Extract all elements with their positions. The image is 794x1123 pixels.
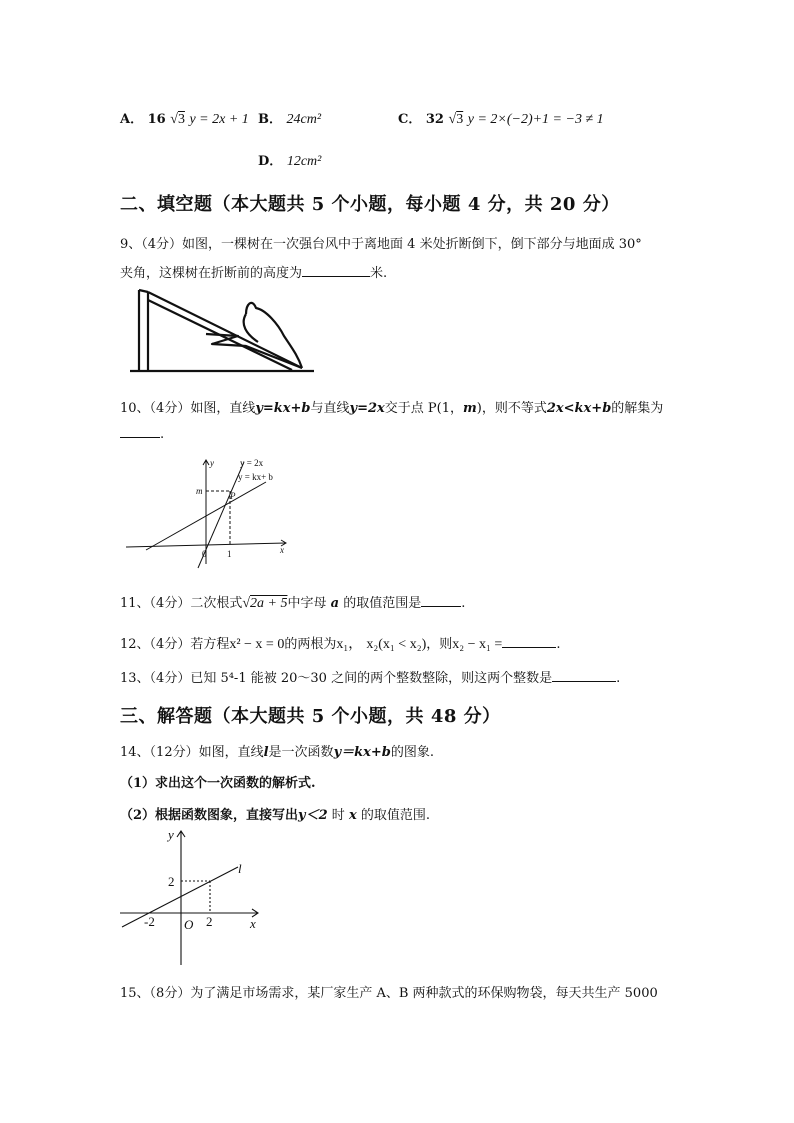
origin-label: 0 (202, 549, 207, 559)
y-axis-label: y (168, 827, 174, 842)
section-title-answer: 三、解答题（本大题共 5 个小题，共 48 分） (120, 706, 501, 727)
equation: x² − x = 0 (229, 637, 285, 652)
question-9-line-1: 9、（4分）如图，一棵树在一次强台风中于离地面 4 米处折断倒下，倒下部分与地面成 30° (120, 237, 642, 252)
question-14-part-1: （1）求出这个一次函数的解析式. (120, 776, 316, 791)
question-10-text: 的解集为 (611, 401, 664, 416)
option-b (258, 108, 321, 128)
question-14-text: 14、（12分）如图，直线 (120, 745, 264, 760)
question-11-text: 中字母 (287, 596, 327, 611)
option-c-equation: y = 2×(−2)+1 = −3 ≠ 1 (467, 112, 604, 127)
question-11-text: 的取值范围是 (343, 596, 422, 611)
question-11-end: . (461, 596, 466, 611)
question-10-text: 10、（4分）如图，直线 (120, 401, 256, 416)
answer-blank[interactable] (302, 264, 370, 277)
option-c-label: C． (398, 112, 422, 127)
question-15: 15、（8分）为了满足市场需求，某厂家生产 A、B 两种款式的环保购物袋，每天共生产 5000 (120, 986, 658, 1001)
y-tick-2: 2 (168, 874, 175, 889)
question-14-text: 是一次函数 (268, 745, 334, 760)
y-axis-label: y (210, 458, 214, 468)
radicand: 2a + 5 (250, 596, 288, 611)
question-14-part-2-text: （2）根据函数图象，直接写出 (120, 808, 299, 823)
line-l-label: l (238, 861, 242, 876)
option-d-label: D． (258, 154, 283, 169)
answer-blank[interactable] (421, 594, 461, 607)
x-tick-1: 1 (227, 549, 232, 559)
equation-kx-b: y=kx+b (255, 401, 311, 416)
variable-m: m (463, 401, 477, 416)
variable-x: x (348, 808, 357, 823)
question-10-text: 交于点 P(1， (384, 401, 464, 416)
question-13-end: . (616, 671, 621, 686)
line-l (122, 867, 238, 927)
answer-blank[interactable] (502, 635, 556, 648)
question-9-prompt: 夹角，这棵树在折断前的高度为 (120, 266, 303, 281)
question-12-text: 的两根为 (284, 637, 337, 652)
section-title-fill-in: 二、填空题（本大题共 5 个小题，每小题 4 分，共 20 分） (120, 194, 620, 215)
question-13 (120, 667, 620, 686)
root-1: x₁， (336, 637, 363, 652)
question-12-end: . (556, 637, 561, 652)
option-c-radicand: 3 (456, 112, 464, 127)
question-14-text: 的图象. (390, 745, 434, 760)
q14-graph (118, 827, 268, 967)
option-b-label: B． (258, 112, 282, 127)
tree-figure (128, 284, 318, 374)
question-9-line-2 (120, 262, 387, 281)
equation-2x: y=2x (349, 401, 385, 416)
root-2: x₂(x₁ < x₂) (366, 637, 427, 652)
option-a (120, 108, 249, 128)
question-14-part-2-text: 的取值范围. (360, 808, 430, 823)
question-9-unit: 米. (370, 266, 388, 281)
equation-kx-b: y＝kx+b (333, 745, 391, 760)
x-tick-neg-2: -2 (144, 914, 155, 929)
question-10-line-1 (120, 397, 663, 416)
inequality: 2x<kx+b (546, 401, 612, 416)
option-a-radicand: 3 (177, 112, 185, 127)
label-kx-b: y = kx+ b (238, 472, 273, 482)
x-axis-label: x (280, 545, 284, 555)
origin-label: O (184, 917, 194, 932)
answer-blank[interactable] (552, 669, 616, 682)
condition: y＜2 (298, 808, 328, 823)
option-d-value: 12cm² (286, 154, 322, 169)
q10-graph (126, 456, 296, 568)
question-14 (120, 741, 434, 760)
option-a-label: A． (120, 112, 144, 127)
fallen-trunk (148, 292, 302, 368)
question-12-text: 12、（4分）若方程 (120, 637, 230, 652)
sqrt-symbol: √3 (448, 112, 464, 127)
variable-a: a (330, 596, 340, 611)
question-11-text: 11、（4分）二次根式 (120, 596, 243, 611)
question-10-line-2 (120, 425, 164, 442)
question-14-part-2-text: 时 (331, 808, 345, 823)
expression: x₂ − x₁ = (452, 637, 503, 652)
option-a-equation: y = 2x + 1 (189, 112, 249, 127)
label-y-2x: y = 2x (240, 458, 264, 468)
answer-blank[interactable] (120, 425, 160, 438)
question-12 (120, 633, 560, 653)
question-10-text: )，则不等式 (476, 401, 547, 416)
x-axis-label: x (250, 916, 256, 931)
question-11 (120, 592, 465, 612)
option-c-value: 32 (425, 112, 444, 127)
sqrt-symbol: √2a + 5 (242, 596, 288, 611)
question-13-text: 13、（4分）已知 5⁴-1 能被 20～30 之间的两个整数整除，则这两个整数是 (120, 671, 553, 686)
option-a-value: 16 (147, 112, 166, 127)
question-14-part-2 (120, 804, 430, 823)
option-c (398, 108, 604, 128)
question-12-text: ，则 (426, 637, 453, 652)
point-p-label: P (230, 491, 236, 501)
question-10-end: . (160, 427, 165, 442)
question-10-text: 与直线 (310, 401, 350, 416)
m-tick-label: m (196, 486, 203, 496)
x-tick-2: 2 (206, 914, 213, 929)
option-b-value: 24cm² (286, 112, 322, 127)
sqrt-symbol: √3 (170, 112, 185, 127)
option-d (258, 150, 321, 170)
line-l: l (263, 745, 269, 760)
